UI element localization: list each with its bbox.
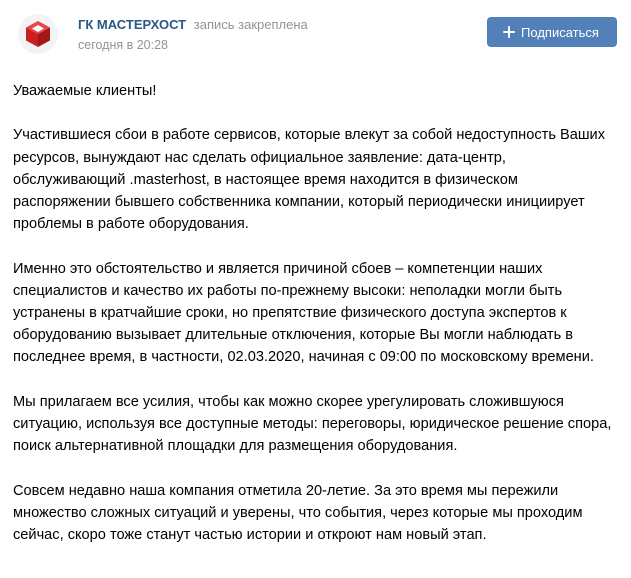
post-header: [0, 0, 631, 64]
post-date-link[interactable]: сегодня в 20:28: [78, 38, 168, 52]
masterhost-logo-icon: [18, 14, 58, 54]
post-paragraph-greeting: Уважаемые клиенты!: [13, 83, 157, 99]
post-paragraph: Участившиеся сбои в работе сервисов, которые влекут за собой недоступность Ваших ресурсов, вынуждают нас сделать официальное заявление: дата-центр, обслуживающий .masterhost, в настоящее время находится в физическом распоряжении бывшего собственника компании, который периодически инициирует проблемы в работе оборудования.: [13, 127, 606, 233]
subscribe-button[interactable]: [487, 17, 617, 47]
post-paragraph: Мы прилагаем все усилия, чтобы как можно скорее урегулировать сложившуюся ситуацию, используя все доступные методы: переговоры, юридическое решение спора, поиск альтернативной площадки для размещения оборудования.: [13, 393, 612, 455]
post-text: [13, 80, 618, 546]
plus-icon: [503, 26, 515, 38]
pinned-note: запись закреплена: [193, 17, 308, 32]
author-line: [78, 17, 308, 33]
author-name-link[interactable]: ГК МАСТЕРХОСТ: [78, 17, 187, 32]
post-paragraph: Совсем недавно наша компания отметила 20-летие. За это время мы пережили множество сложных ситуаций и уверены, что события, через которые мы проходим сейчас, скоро тоже станут частью истории и откроют нам новый этап.: [13, 482, 583, 543]
post-paragraph: Именно это обстоятельство и является причиной сбоев – компетенции наших специалистов и качество их работы по-прежнему высоки: неполадки могли быть устранены в кратчайшие сроки, но препятствие физического доступа экспертов к оборудованию вызывает длительные отключения, которые Вы могли наблюдать в последнее время, в частности, 02.03.2020, начиная с 09:00 по московскому времени.: [13, 260, 594, 366]
subscribe-label: Подписаться: [521, 24, 599, 40]
group-avatar[interactable]: [18, 14, 58, 54]
